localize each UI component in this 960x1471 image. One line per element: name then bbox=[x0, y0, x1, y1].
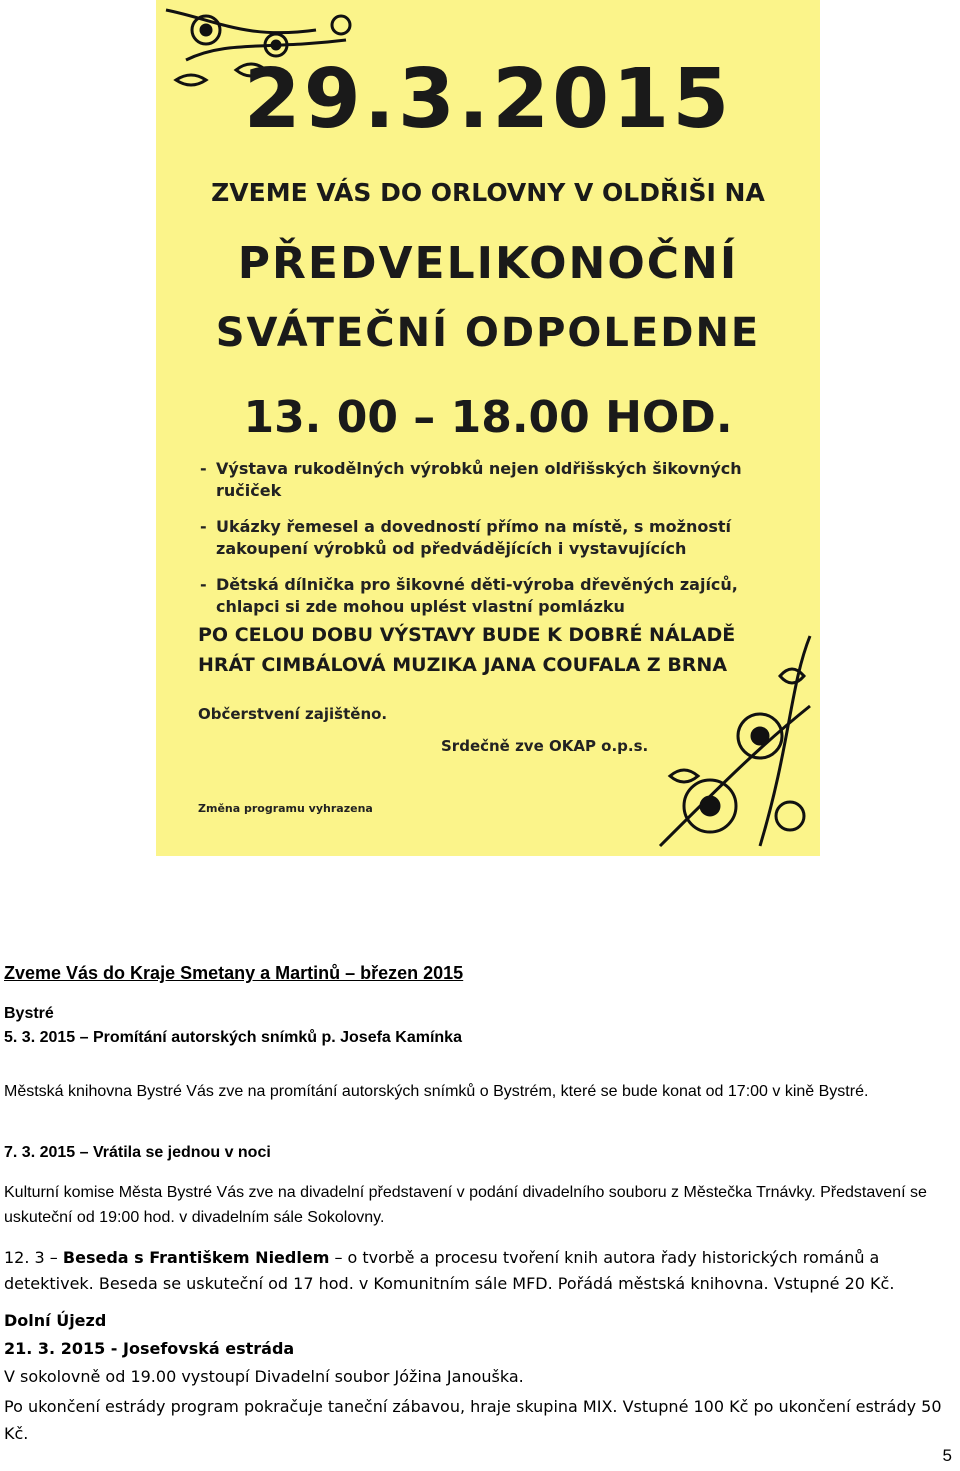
poster-title-line1: PŘEDVELIKONOČNÍ bbox=[237, 238, 739, 289]
poster-bullets bbox=[198, 458, 788, 632]
event1-title: 5. 3. 2015 – Promítání autorských snímků p. Josefa Kamínka bbox=[4, 1029, 462, 1046]
poster-bullet: - Výstava rukodělných výrobků nejen oldřišských šikovných ručiček bbox=[198, 458, 788, 502]
poster-music bbox=[198, 620, 735, 680]
event4-line1: V sokolovně od 19.00 vystoupí Divadelní soubor Jóžina Janouška. bbox=[4, 1367, 524, 1386]
event3-title: Beseda s Františkem Niedlem bbox=[62, 1248, 330, 1267]
event2-title: 7. 3. 2015 – Vrátila se jednou v noci bbox=[4, 1144, 271, 1161]
poster-title-line2: SVÁTEČNÍ ODPOLEDNE bbox=[215, 310, 761, 356]
event4-line2: Po ukončení estrády program pokračuje taneční zábavou, hraje skupina MIX. Vstupné 100 Kč po ukončení estrády 50 Kč. bbox=[4, 1397, 942, 1443]
poster-invite: ZVEME VÁS DO ORLOVNY V OLDŘIŠI NA bbox=[211, 178, 765, 207]
poster-music-line2: HRÁT CIMBÁLOVÁ MUZIKA JANA COUFALA Z BRNA bbox=[198, 654, 728, 676]
event-poster bbox=[156, 0, 820, 856]
poster-time: 13. 00 – 18.00 HOD. bbox=[243, 392, 733, 443]
poster-date: 29.3.2015 bbox=[243, 52, 733, 147]
page-number: 5 bbox=[942, 1446, 952, 1465]
poster-change-note: Změna programu vyhrazena bbox=[198, 802, 373, 815]
poster-refreshments: Občerstvení zajištěno. bbox=[198, 705, 388, 723]
poster-regards: Srdečně zve OKAP o.p.s. bbox=[441, 737, 649, 755]
event3 bbox=[4, 1245, 954, 1297]
town-dolni-ujezd: Dolní Újezd bbox=[4, 1311, 107, 1330]
event1-text: Městská knihovna Bystré Vás zve na promítání autorských snímků o Bystrém, které se bude konat od 17:00 v kině Bystré. bbox=[4, 1083, 869, 1100]
event3-text: – o tvorbě a procesu tvoření knih autora řady historických románů a detektivek. Beseda se uskuteční od 17 hod. v Komunitním sále MFD. Pořádá městská knihovna. Vstupné 20 Kč. bbox=[4, 1248, 895, 1293]
poster-bullet: - Ukázky řemesel a dovedností přímo na místě, s možností zakoupení výrobků od předváděјících i vystavujících bbox=[198, 516, 788, 560]
poster-music-line1: PO CELOU DOBU VÝSTAVY BUDE K DOBRÉ NÁLADĚ bbox=[198, 624, 736, 646]
event4-title: 21. 3. 2015 - Josefovská estráda bbox=[4, 1339, 295, 1358]
event2-text: Kulturní komise Města Bystré Vás zve na divadelní představení v podání divadelního souboru z Městečka Trnávky. Představení se uskuteční od 19:00 hod. v divadelním sále Sokolovny. bbox=[4, 1184, 927, 1226]
article-heading: Zveme Vás do Kraje Smetany a Martinů – březen 2015 bbox=[4, 963, 464, 983]
poster-bullet: - Dětská dílnička pro šikovné děti-výroba dřevěných zajíců, chlapci si zde mohou uplést vlastní pomlázku bbox=[198, 574, 788, 618]
event3-date: 12. 3 – bbox=[4, 1248, 63, 1267]
town-bystre: Bystré bbox=[4, 1005, 54, 1022]
